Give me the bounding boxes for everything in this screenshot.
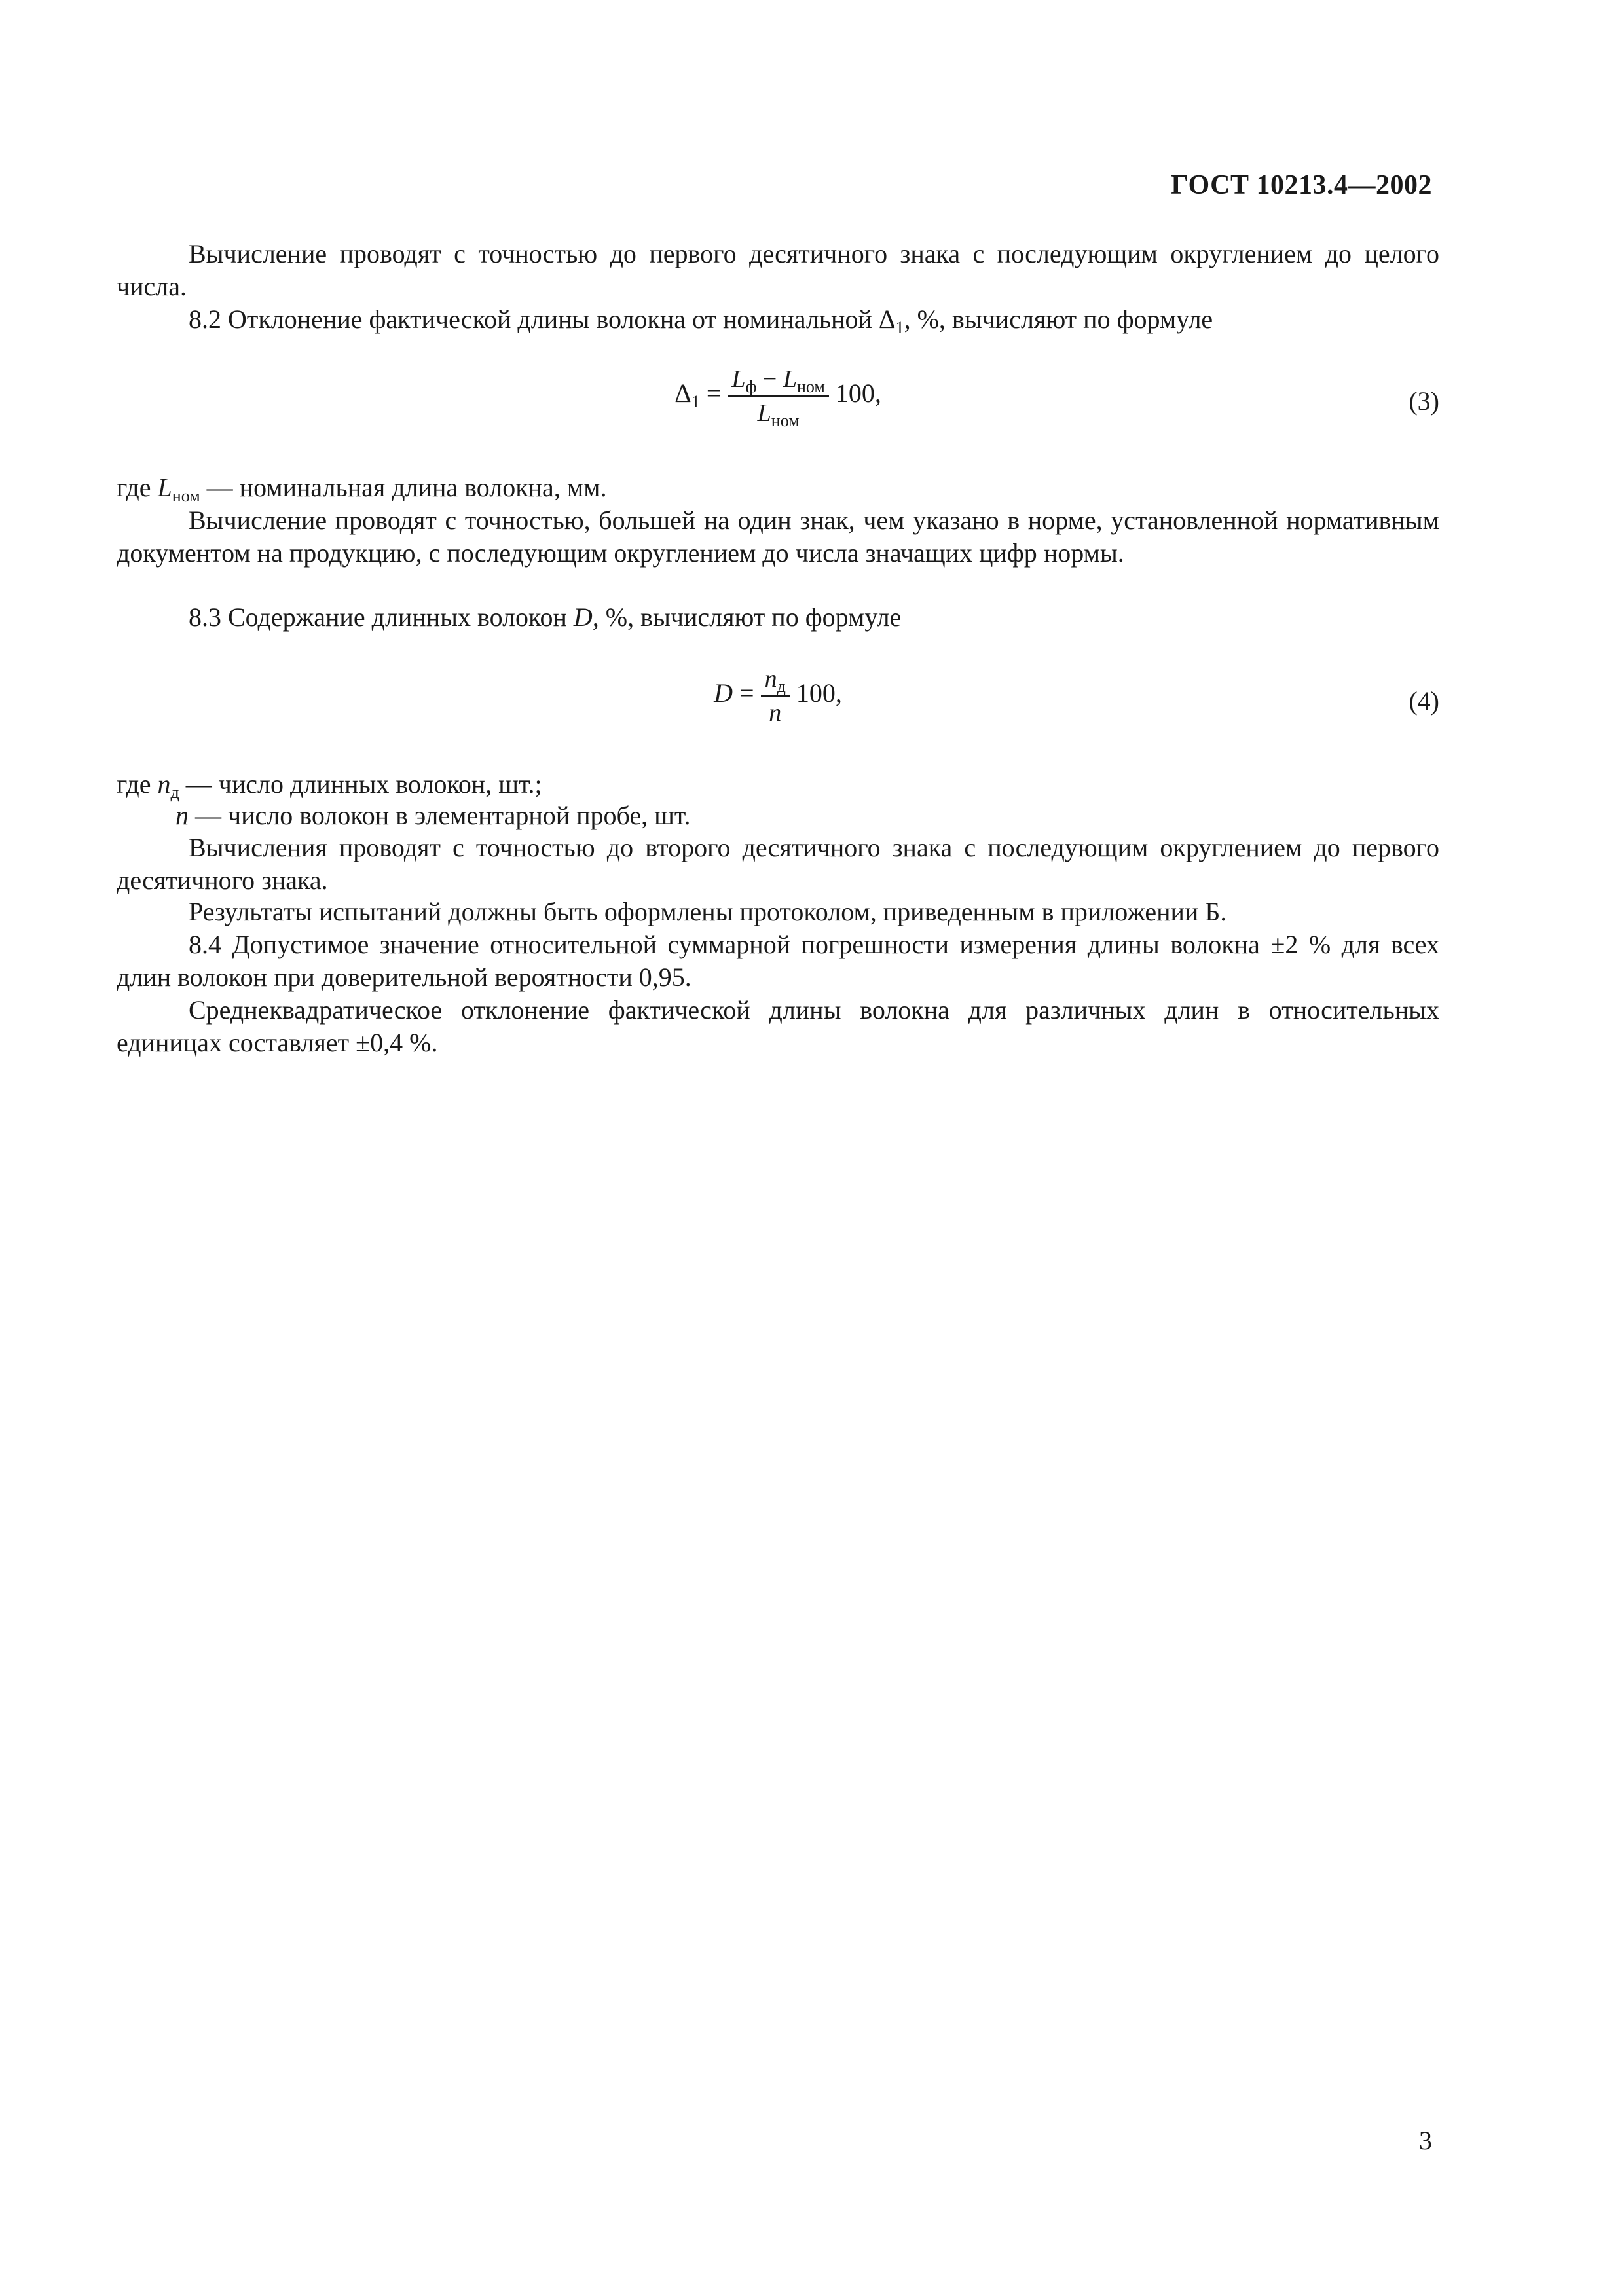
page-number: 3: [1419, 2126, 1432, 2155]
paragraph-rounding-second: Вычисления проводят с точностью до второго десятичного знака с последующим округлением до первого десятичного знака.: [117, 833, 1439, 895]
text: , %, вычисляют по формуле: [904, 304, 1213, 334]
paragraph-results-protocol: Результаты испытаний должны быть оформлены протоколом, приведенным в приложении Б.: [189, 897, 1227, 926]
where-clause-3: где $L_{ном}$ — номинальная длина волокна, мм.: [117, 473, 607, 505]
paragraph-8-4: 8.4 Допустимое значение относительной суммарной погрешности измерения длины волокна ±2 % для всех длин волокон при доверительной вероятности 0,95.: [117, 930, 1439, 992]
formula-3-denominator: $L_{ном}$: [757, 399, 800, 430]
formula-3: [117, 367, 1439, 439]
formula-3-numerator: $L_ф - L_{ном}$: [728, 367, 828, 397]
paragraph-rounding-note: Вычисление проводят с точностью до первого десятичного знака с последующим округлением до целого числа.: [117, 239, 1439, 301]
formula-4-expression: D = $\frac{n_д}{n}$ 100,: [714, 665, 842, 727]
where-clause-4-line-1: где $n_д$ — число длинных волокон, шт.;: [117, 769, 542, 802]
paragraph-8-3: 8.3 Содержание длинных волокон D, %, вычисляют по формуле: [189, 602, 902, 632]
formula-4-numerator: $n_д$: [761, 666, 790, 697]
text: 8.2 Отклонение фактической длины волокна от номинальной: [189, 304, 879, 334]
formula-4-lhs: D: [714, 678, 733, 708]
paragraph-precision: Вычисление проводят с точностью, большей на один знак, чем указано в норме, установленной нормативным документом на продукцию, с последующим округлением до числа значащих цифр нормы.: [117, 505, 1439, 568]
where-clause-4-line-2: n — число волокон в элементарной пробе, шт.: [175, 801, 691, 830]
formula-3-fraction: [728, 365, 828, 430]
formula-4-factor: 100,: [796, 678, 842, 708]
paragraph-8-2: [117, 303, 1439, 336]
formula-3-lhs: $\Delta_1$ =: [674, 378, 722, 412]
paragraph-std-deviation: Среднеквадратическое отклонение фактической длины волокна для различных длин в относительных единицах составляет ±0,4 %.: [117, 995, 1439, 1057]
formula-4: [117, 666, 1439, 738]
delta-symbol: $\Delta_1$: [878, 304, 904, 337]
formula-4-fraction: [761, 666, 790, 725]
formula-3-number: (3): [1409, 386, 1439, 416]
formula-3-factor: 100,: [835, 378, 881, 409]
formula-4-denominator: n: [769, 699, 782, 727]
document-code-header: ГОСТ 10213.4—2002: [1171, 170, 1432, 200]
formula-4-number: (4): [1409, 686, 1439, 716]
formula-3-expression: [117, 365, 1439, 430]
